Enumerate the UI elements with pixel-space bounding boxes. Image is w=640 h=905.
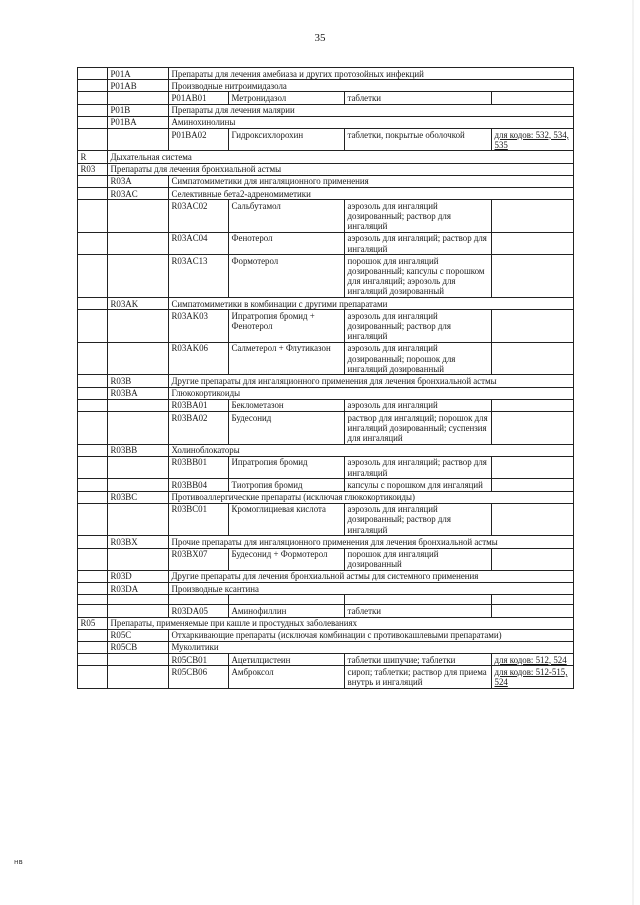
table-row	[78, 444, 574, 456]
blank-cell	[78, 129, 108, 151]
usage-codes-note	[492, 548, 574, 570]
dosage-form: порошок для ингаляций дозированный	[345, 548, 492, 570]
atc-subgroup-code: R05C	[108, 629, 169, 641]
drug-inn-name: Амброксол	[229, 666, 345, 688]
blank-cell	[78, 583, 108, 595]
blank-cell	[78, 666, 108, 688]
table-row	[78, 104, 574, 116]
atc-subgroup-code: P01AB	[108, 80, 169, 92]
atc-drug-code: R03AK03	[169, 310, 229, 343]
blank-cell	[78, 629, 108, 641]
blank-cell	[345, 595, 492, 605]
atc-subgroup-name: Производные нитроимидазола	[169, 80, 574, 92]
table-row	[78, 654, 574, 666]
blank-cell	[108, 479, 169, 491]
dosage-form: таблетки шипучие; таблетки	[345, 654, 492, 666]
dosage-form: аэрозоль для ингаляций дозированный; раствор для ингаляций	[345, 310, 492, 343]
blank-cell	[169, 595, 229, 605]
usage-codes-note	[492, 92, 574, 104]
drug-inn-name: Будесонид + Формотерол	[229, 548, 345, 570]
table-row	[78, 491, 574, 503]
blank-cell	[108, 666, 169, 688]
dosage-form: порошок для ингаляций дозированный; капсулы с порошком для ингаляций; аэрозоль для ингаляций дозированный	[345, 255, 492, 298]
blank-cell	[108, 605, 169, 617]
usage-codes-note	[492, 310, 574, 343]
atc-drug-code: R03AC13	[169, 255, 229, 298]
table-row	[78, 310, 574, 343]
atc-subgroup-name: Холиноблокаторы	[169, 444, 574, 456]
atc-subgroup-code: R03DA	[108, 583, 169, 595]
dosage-form: аэрозоль для ингаляций; раствор для ингаляций	[345, 456, 492, 478]
atc-drug-code: R05CB06	[169, 666, 229, 688]
drug-inn-name: Аминофиллин	[229, 605, 345, 617]
table-row	[78, 80, 574, 92]
usage-codes-note: для кодов: 512-515, 524	[492, 666, 574, 688]
blank-cell	[78, 68, 108, 80]
blank-cell	[108, 232, 169, 254]
dosage-form: капсулы с порошком для ингаляций	[345, 479, 492, 491]
scan-edge-shadow	[632, 0, 634, 905]
blank-cell	[78, 595, 108, 605]
drug-inn-name: Будесонид	[229, 412, 345, 445]
table-row	[78, 68, 574, 80]
blank-cell	[78, 570, 108, 582]
atc-drug-code: R03AK06	[169, 342, 229, 375]
atc-subgroup-code: R03AC	[108, 188, 169, 200]
drug-inn-name: Кромоглициевая кислота	[229, 503, 345, 536]
atc-subgroup-code: R05CB	[108, 641, 169, 653]
dosage-form: таблетки, покрытые оболочкой	[345, 129, 492, 151]
medication-table	[77, 67, 574, 689]
blank-cell	[108, 92, 169, 104]
table-row	[78, 456, 574, 478]
table-row	[78, 548, 574, 570]
table-row	[78, 412, 574, 445]
dosage-form: аэрозоль для ингаляций; раствор для ингаляций	[345, 232, 492, 254]
blank-cell	[78, 548, 108, 570]
blank-cell	[108, 399, 169, 411]
table-row	[78, 536, 574, 548]
dosage-form: аэрозоль для ингаляций дозированный; раствор для ингаляций	[345, 200, 492, 233]
blank-cell	[78, 654, 108, 666]
atc-drug-code: R03AC04	[169, 232, 229, 254]
blank-cell	[108, 548, 169, 570]
usage-codes-note	[492, 479, 574, 491]
atc-subgroup-name: Препараты для лечения малярии	[169, 104, 574, 116]
atc-drug-code: R03DA05	[169, 605, 229, 617]
atc-subgroup-name: Производные ксантина	[169, 583, 574, 595]
atc-drug-code: P01BA02	[169, 129, 229, 151]
blank-cell	[492, 595, 574, 605]
table-row	[78, 641, 574, 653]
blank-cell	[78, 479, 108, 491]
atc-subgroup-name: Прочие препараты для ингаляционного применения для лечения бронхиальной астмы	[169, 536, 574, 548]
table-row	[78, 116, 574, 128]
blank-cell	[78, 92, 108, 104]
atc-subgroup-name: Аминохинолины	[169, 116, 574, 128]
atc-subgroup-code: R03B	[108, 375, 169, 387]
page-number: 35	[314, 32, 326, 44]
usage-codes-note: для кодов: 532, 534, 535	[492, 129, 574, 151]
blank-cell	[108, 200, 169, 233]
table-row	[78, 129, 574, 151]
table-row	[78, 232, 574, 254]
dosage-form: аэрозоль для ингаляций дозированный; порошок для ингаляций дозированный	[345, 342, 492, 375]
blank-cell	[78, 387, 108, 399]
blank-cell	[78, 375, 108, 387]
usage-codes-note	[492, 342, 574, 375]
table-row	[78, 387, 574, 399]
blank-cell	[78, 399, 108, 411]
atc-subgroup-name: Симпатомиметики в комбинации с другими препаратами	[169, 298, 574, 310]
blank-cell	[78, 456, 108, 478]
table-row	[78, 188, 574, 200]
blank-cell	[78, 536, 108, 548]
atc-subgroup-name: Отхаркивающие препараты (исключая комбинации с противокашлевыми препаратами)	[169, 629, 574, 641]
usage-codes-note	[492, 255, 574, 298]
blank-cell	[108, 456, 169, 478]
table-row	[78, 375, 574, 387]
usage-codes-note	[492, 412, 574, 445]
drug-inn-name: Салметерол + Флутиказон	[229, 342, 345, 375]
atc-subgroup-name: Селективные бета2-адреномиметики	[169, 188, 574, 200]
blank-cell	[78, 200, 108, 233]
blank-cell	[78, 605, 108, 617]
drug-inn-name: Ипратропия бромид + Фенотерол	[229, 310, 345, 343]
dosage-form: таблетки	[345, 92, 492, 104]
atc-subgroup-code: R03D	[108, 570, 169, 582]
atc-subgroup-code: R03BA	[108, 387, 169, 399]
usage-codes-note	[492, 232, 574, 254]
table-row	[78, 605, 574, 617]
table-row	[78, 298, 574, 310]
table-row	[78, 200, 574, 233]
blank-cell	[108, 595, 169, 605]
table-row	[78, 503, 574, 536]
atc-group-name: Препараты, применяемые при кашле и простудных заболеваниях	[108, 617, 574, 629]
drug-inn-name: Гидроксихлорохин	[229, 129, 345, 151]
usage-codes-note	[492, 456, 574, 478]
atc-subgroup-code: R03AK	[108, 298, 169, 310]
blank-cell	[78, 298, 108, 310]
blank-cell	[78, 175, 108, 187]
table-row	[78, 399, 574, 411]
atc-subgroup-name: Другие препараты для ингаляционного применения для лечения бронхиальной астмы	[169, 375, 574, 387]
atc-drug-code: R03BB01	[169, 456, 229, 478]
table-row	[78, 629, 574, 641]
atc-subgroup-code: R03BX	[108, 536, 169, 548]
drug-inn-name: Ипратропия бромид	[229, 456, 345, 478]
dosage-form: аэрозоль для ингаляций	[345, 399, 492, 411]
table-row	[78, 570, 574, 582]
usage-codes-note	[492, 503, 574, 536]
atc-drug-code: R03BA01	[169, 399, 229, 411]
atc-drug-code: R03AC02	[169, 200, 229, 233]
table-row	[78, 92, 574, 104]
drug-inn-name: Ацетилцистеин	[229, 654, 345, 666]
atc-subgroup-code: P01BA	[108, 116, 169, 128]
table-row	[78, 175, 574, 187]
blank-cell	[108, 412, 169, 445]
blank-cell	[108, 503, 169, 536]
table-row	[78, 666, 574, 688]
drug-inn-name: Беклометазон	[229, 399, 345, 411]
atc-subgroup-name: Препараты для лечения амебиаза и других протозойных инфекций	[169, 68, 574, 80]
table-row	[78, 255, 574, 298]
blank-cell	[78, 503, 108, 536]
blank-cell	[78, 342, 108, 375]
drug-inn-name: Формотерол	[229, 255, 345, 298]
dosage-form: таблетки	[345, 605, 492, 617]
atc-subgroup-code: P01B	[108, 104, 169, 116]
blank-cell	[78, 116, 108, 128]
atc-subgroup-code: R03BB	[108, 444, 169, 456]
dosage-form: сироп; таблетки; раствор для приема внутрь и ингаляций	[345, 666, 492, 688]
blank-cell	[108, 342, 169, 375]
atc-group-code: R03	[78, 163, 108, 175]
table-row	[78, 583, 574, 595]
atc-drug-code: P01AB01	[169, 92, 229, 104]
atc-subgroup-name: Другие препараты для лечения бронхиальной астмы для системного применения	[169, 570, 574, 582]
atc-group-name: Дыхательная система	[108, 151, 574, 163]
atc-drug-code: R05CB01	[169, 654, 229, 666]
atc-subgroup-name: Глюкокортикоиды	[169, 387, 574, 399]
blank-cell	[229, 595, 345, 605]
dosage-form: раствор для ингаляций; порошок для ингаляций дозированный; суспензия для ингаляций	[345, 412, 492, 445]
dosage-form: аэрозоль для ингаляций дозированный; раствор для ингаляций	[345, 503, 492, 536]
atc-subgroup-code: R03A	[108, 175, 169, 187]
atc-group-code: R	[78, 151, 108, 163]
atc-subgroup-name: Муколитики	[169, 641, 574, 653]
blank-cell	[78, 255, 108, 298]
table-row	[78, 617, 574, 629]
atc-drug-code: R03BB04	[169, 479, 229, 491]
atc-drug-code: R03BA02	[169, 412, 229, 445]
blank-cell	[108, 310, 169, 343]
table-row	[78, 479, 574, 491]
usage-codes-note	[492, 399, 574, 411]
blank-cell	[108, 654, 169, 666]
usage-codes-note	[492, 605, 574, 617]
atc-subgroup-name: Противоаллергические препараты (исключая глюкокортикоиды)	[169, 491, 574, 503]
drug-inn-name: Фенотерол	[229, 232, 345, 254]
table-row	[78, 342, 574, 375]
atc-group-name: Препараты для лечения бронхиальной астмы	[108, 163, 574, 175]
blank-cell	[78, 412, 108, 445]
drug-inn-name: Тиотропия бромид	[229, 479, 345, 491]
usage-codes-note	[492, 200, 574, 233]
blank-cell	[78, 491, 108, 503]
atc-group-code: R05	[78, 617, 108, 629]
blank-cell	[78, 188, 108, 200]
table-row	[78, 595, 574, 605]
footer-mark: нв	[14, 858, 23, 866]
blank-cell	[78, 310, 108, 343]
blank-cell	[78, 232, 108, 254]
atc-subgroup-code: R03BC	[108, 491, 169, 503]
usage-codes-note: для кодов: 512, 524	[492, 654, 574, 666]
atc-drug-code: R03BX07	[169, 548, 229, 570]
atc-subgroup-name: Симпатомиметики для ингаляционного применения	[169, 175, 574, 187]
drug-inn-name: Сальбутамол	[229, 200, 345, 233]
atc-subgroup-code: P01A	[108, 68, 169, 80]
table-row	[78, 151, 574, 163]
drug-inn-name: Метронидазол	[229, 92, 345, 104]
blank-cell	[78, 641, 108, 653]
table-body	[78, 68, 574, 689]
atc-drug-code: R03BC01	[169, 503, 229, 536]
blank-cell	[78, 444, 108, 456]
blank-cell	[108, 255, 169, 298]
table-row	[78, 163, 574, 175]
blank-cell	[108, 129, 169, 151]
blank-cell	[78, 104, 108, 116]
blank-cell	[78, 80, 108, 92]
